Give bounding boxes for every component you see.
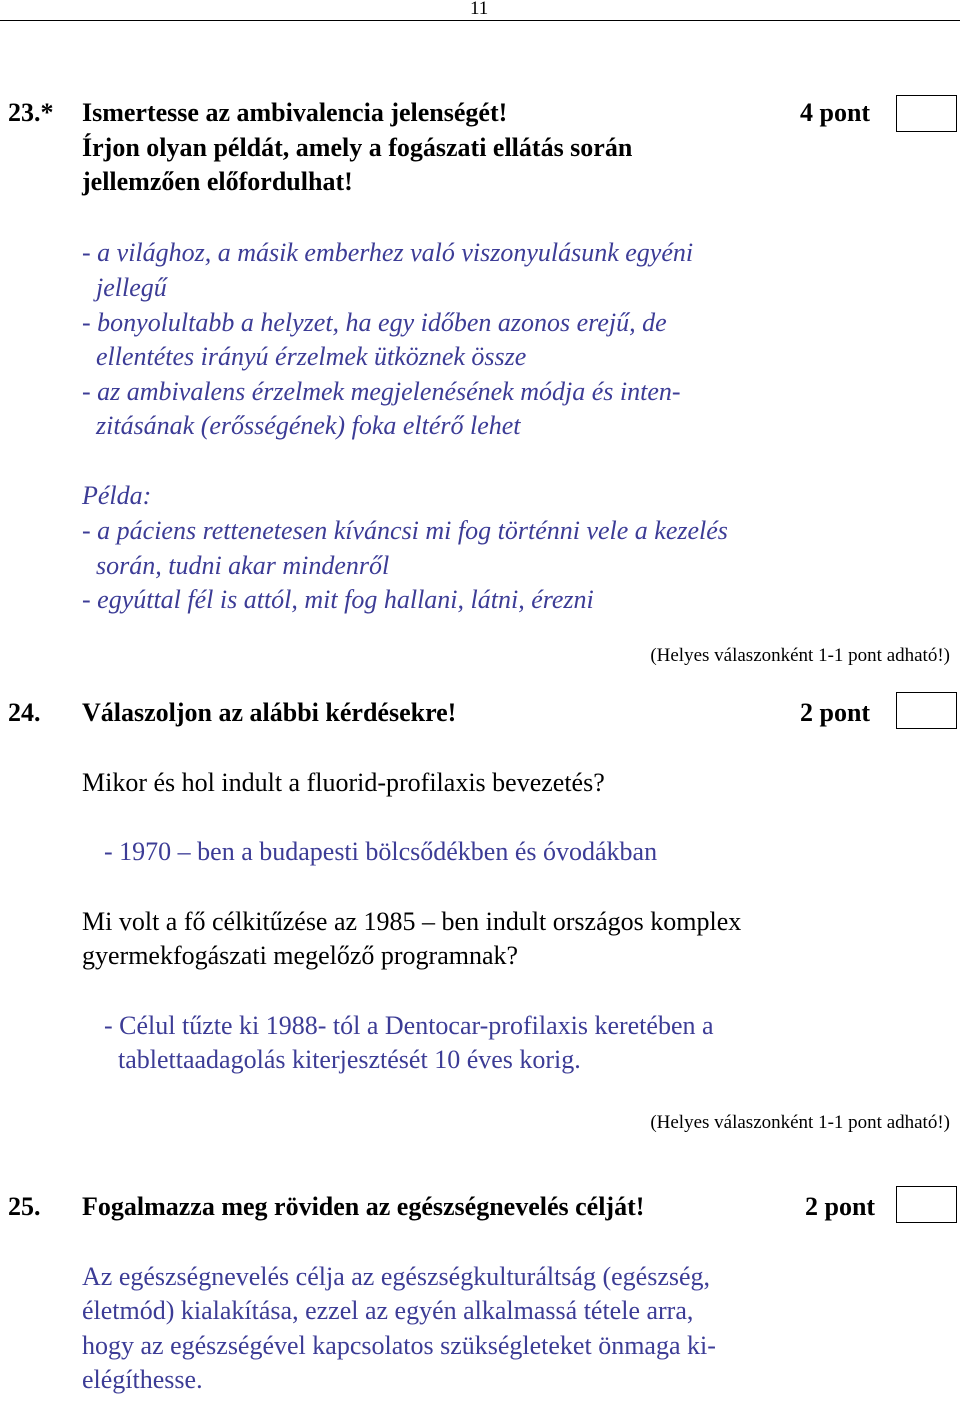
- q25-answer-line: életmód) kialakítása, ezzel az egyén alkalmassá tétele arra,: [82, 1296, 694, 1325]
- q23-answer-line: - bonyolultabb a helyzet, ha egy időben azonos erejű, de: [82, 308, 667, 337]
- q24-answer: - 1970 – ben a budapesti bölcsődékben és óvodákban: [104, 837, 658, 866]
- q23-score-box[interactable]: [896, 95, 957, 132]
- q23-example-line: - a páciens rettenetesen kíváncsi mi fog történni vele a kezelés: [82, 516, 728, 545]
- q24-points: 2 pont: [800, 698, 871, 727]
- q24-score-box[interactable]: [896, 692, 957, 729]
- q24-number: 24.: [8, 698, 41, 727]
- q25-points: 2 pont: [805, 1192, 876, 1221]
- q23-answer-line: zitásának (erősségének) foka eltérő lehet: [96, 411, 521, 440]
- page-number: 11: [470, 0, 489, 19]
- header-rule: [0, 20, 960, 21]
- q23-answer-line: ellentétes irányú érzelmek ütköznek össze: [96, 342, 527, 371]
- q23-question-line: Ismertesse az ambivalencia jelenségét!: [82, 98, 508, 127]
- q23-answer-line: - az ambivalens érzelmek megjelenésének módja és inten-: [82, 377, 681, 406]
- q23-scoring-note: (Helyes válaszonként 1-1 pont adható!): [650, 645, 950, 666]
- q25-answer-line: hogy az egészségével kapcsolatos szükségleteket önmaga ki-: [82, 1331, 716, 1360]
- q23-answer-line: - a világhoz, a másik emberhez való viszonyulásunk egyéni: [82, 238, 694, 267]
- q25-number: 25.: [8, 1192, 41, 1221]
- q24-question-line: gyermekfogászati megelőző programnak?: [82, 941, 519, 970]
- q25-answer-line: elégíthesse.: [82, 1365, 203, 1394]
- q23-points: 4 pont: [800, 98, 871, 127]
- q23-question-line: jellemzően előfordulhat!: [82, 167, 353, 196]
- q23-number: 23.*: [8, 98, 54, 127]
- q25-score-box[interactable]: [896, 1186, 957, 1223]
- q23-example-label: Példa:: [82, 481, 152, 510]
- q25-answer-line: Az egészségnevelés célja az egészségkulturáltság (egészség,: [82, 1262, 711, 1291]
- q24-answer-line: - Célul tűzte ki 1988- tól a Dentocar-profilaxis keretében a: [104, 1011, 714, 1040]
- q23-example-line: során, tudni akar mindenről: [96, 551, 390, 580]
- q24-scoring-note: (Helyes válaszonként 1-1 pont adható!): [650, 1112, 950, 1133]
- q24-question-line: Mi volt a fő célkitűzése az 1985 – ben indult országos komplex: [82, 907, 742, 936]
- q24-title: Válaszoljon az alábbi kérdésekre!: [82, 698, 457, 727]
- q23-example-line: - egyúttal fél is attól, mit fog hallani, látni, érezni: [82, 585, 594, 614]
- q24-answer-line: tablettaadagolás kiterjesztését 10 éves korig.: [118, 1045, 581, 1074]
- q23-answer-line: jellegű: [96, 273, 167, 302]
- q25-title: Fogalmazza meg röviden az egészségnevelés célját!: [82, 1192, 645, 1221]
- q24-question: Mikor és hol indult a fluorid-profilaxis bevezetés?: [82, 768, 605, 797]
- q23-question-line: Írjon olyan példát, amely a fogászati ellátás során: [82, 133, 633, 162]
